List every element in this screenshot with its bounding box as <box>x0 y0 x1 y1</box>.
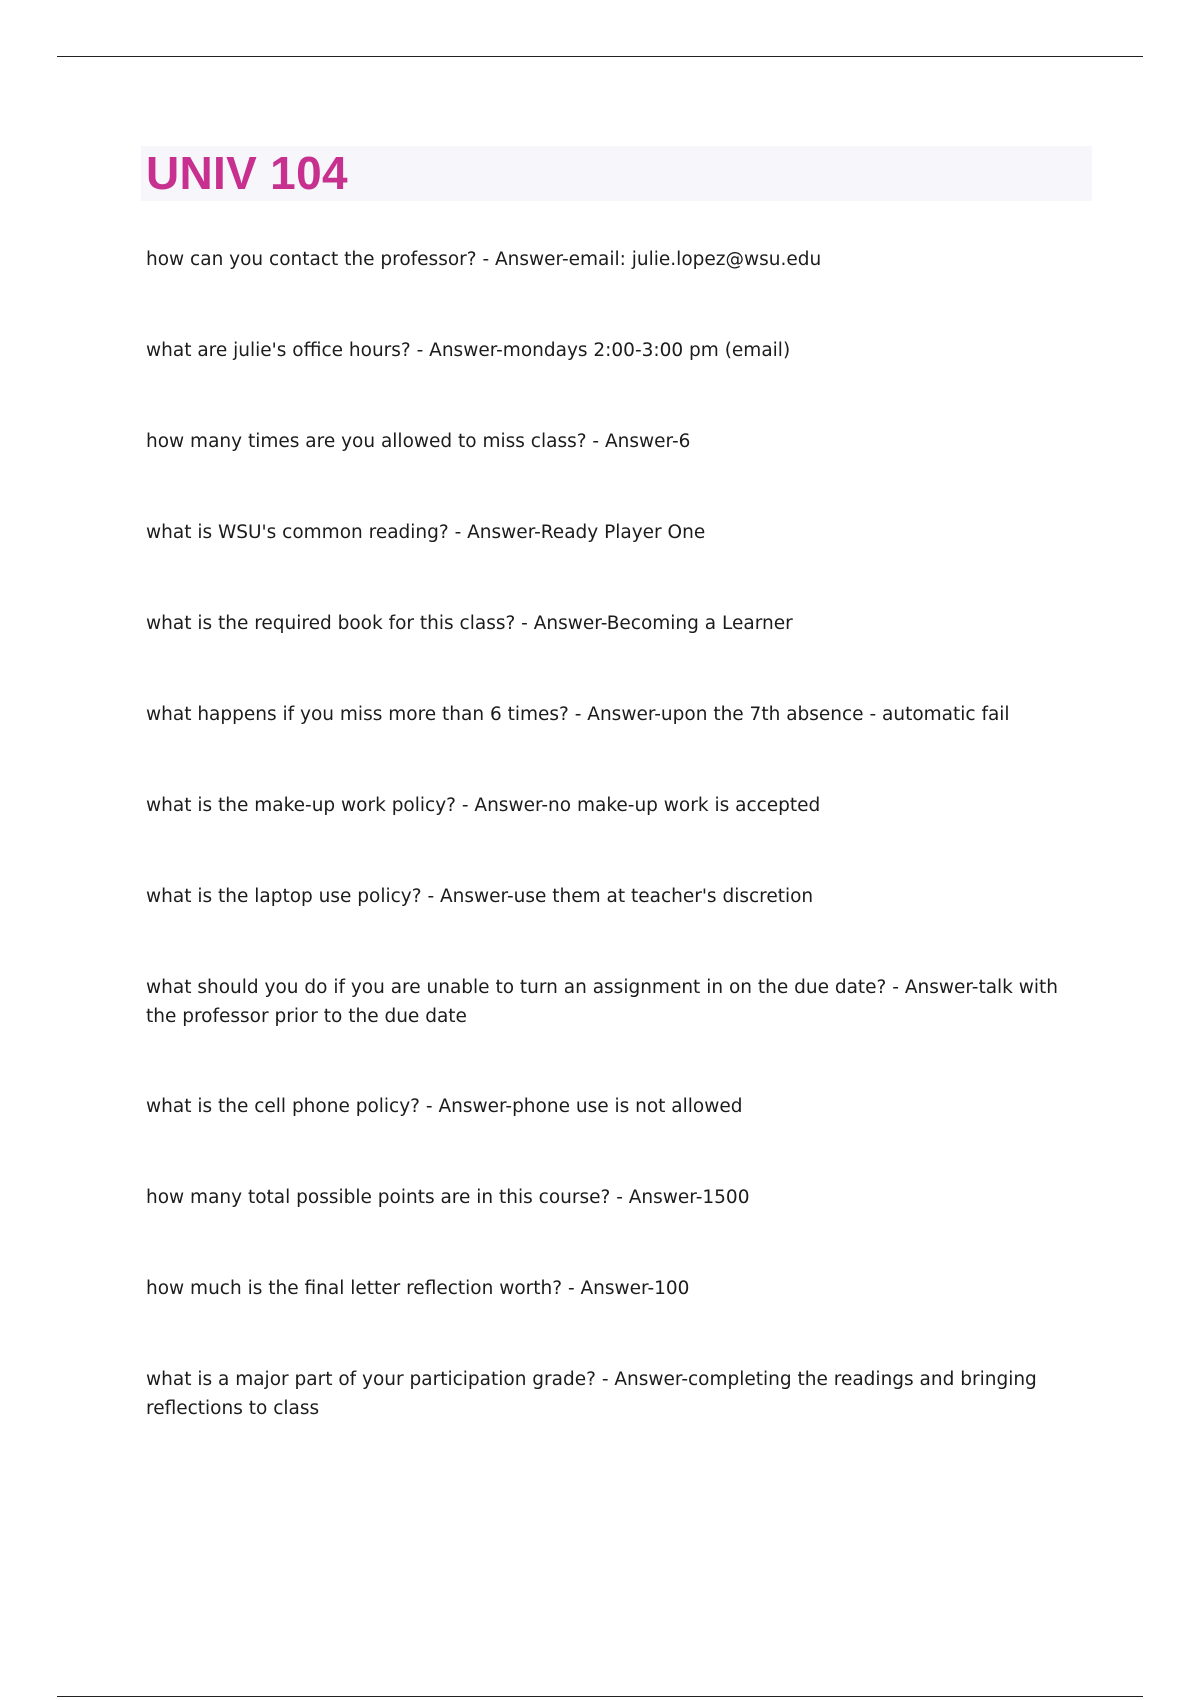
qa-item <box>146 518 1086 547</box>
question-text: how can you contact the professor? <box>146 249 477 270</box>
answer-text: Answer-use them at teacher's discretion <box>440 886 814 907</box>
answer-text: Answer-upon the 7th absence - automatic fail <box>587 704 1010 725</box>
question-text: what are julie's office hours? <box>146 340 411 361</box>
answer-text: Answer-talk with the professor prior to the due date <box>146 977 1059 1027</box>
question-text: how many total possible points are in this course? <box>146 1187 611 1208</box>
question-text: what is WSU's common reading? <box>146 522 449 543</box>
question-text: what is the required book for this class? <box>146 613 516 634</box>
question-text: what happens if you miss more than 6 times? <box>146 704 569 725</box>
qa-item <box>146 882 1086 911</box>
answer-text: Answer-Ready Player One <box>467 522 706 543</box>
qa-item <box>146 973 1086 1031</box>
qa-separator: - <box>421 886 440 907</box>
qa-separator: - <box>562 1278 581 1299</box>
qa-item <box>146 791 1086 820</box>
question-text: what is the laptop use policy? <box>146 886 422 907</box>
document-title: UNIV 104 <box>146 147 348 199</box>
qa-item <box>146 427 1086 456</box>
question-text: what is a major part of your participation grade? <box>146 1369 596 1390</box>
qa-separator: - <box>476 249 496 270</box>
answer-text: Answer-completing the readings and bringing reflections to class <box>146 1369 1037 1419</box>
qa-separator: - <box>586 431 605 452</box>
qa-separator: - <box>448 522 468 543</box>
qa-separator: - <box>455 795 475 816</box>
qa-item <box>146 1365 1086 1423</box>
question-text: how much is the final letter reflection worth? <box>146 1278 563 1299</box>
answer-text: Answer-email: julie.lopez@wsu.edu <box>495 249 822 270</box>
question-text: what should you do if you are unable to turn an assignment in on the due date? <box>146 977 887 998</box>
qa-item <box>146 1183 1086 1212</box>
answer-text: Answer-6 <box>604 431 691 452</box>
qa-item <box>146 245 1086 274</box>
qa-separator: - <box>610 1187 629 1208</box>
title-band <box>141 146 1092 201</box>
qa-separator: - <box>420 1096 439 1117</box>
qa-separator: - <box>515 613 534 634</box>
qa-item <box>146 1274 1086 1303</box>
answer-text: Answer-Becoming a Learner <box>533 613 793 634</box>
answer-text: Answer-mondays 2:00-3:00 pm (email) <box>429 340 791 361</box>
qa-item <box>146 1092 1086 1121</box>
qa-separator: - <box>410 340 430 361</box>
question-text: what is the make-up work policy? <box>146 795 456 816</box>
answer-text: Answer-1500 <box>628 1187 750 1208</box>
question-text: what is the cell phone policy? <box>146 1096 420 1117</box>
qa-separator: - <box>595 1369 615 1390</box>
answer-text: Answer-no make-up work is accepted <box>474 795 821 816</box>
qa-item <box>146 609 1086 638</box>
answer-text: Answer-100 <box>580 1278 690 1299</box>
qa-item <box>146 336 1086 365</box>
bottom-rule <box>57 1696 1143 1697</box>
question-text: how many times are you allowed to miss class? <box>146 431 587 452</box>
top-rule <box>57 56 1143 57</box>
answer-text: Answer-phone use is not allowed <box>438 1096 743 1117</box>
qa-separator: - <box>568 704 588 725</box>
qa-separator: - <box>886 977 905 998</box>
qa-item <box>146 700 1086 729</box>
